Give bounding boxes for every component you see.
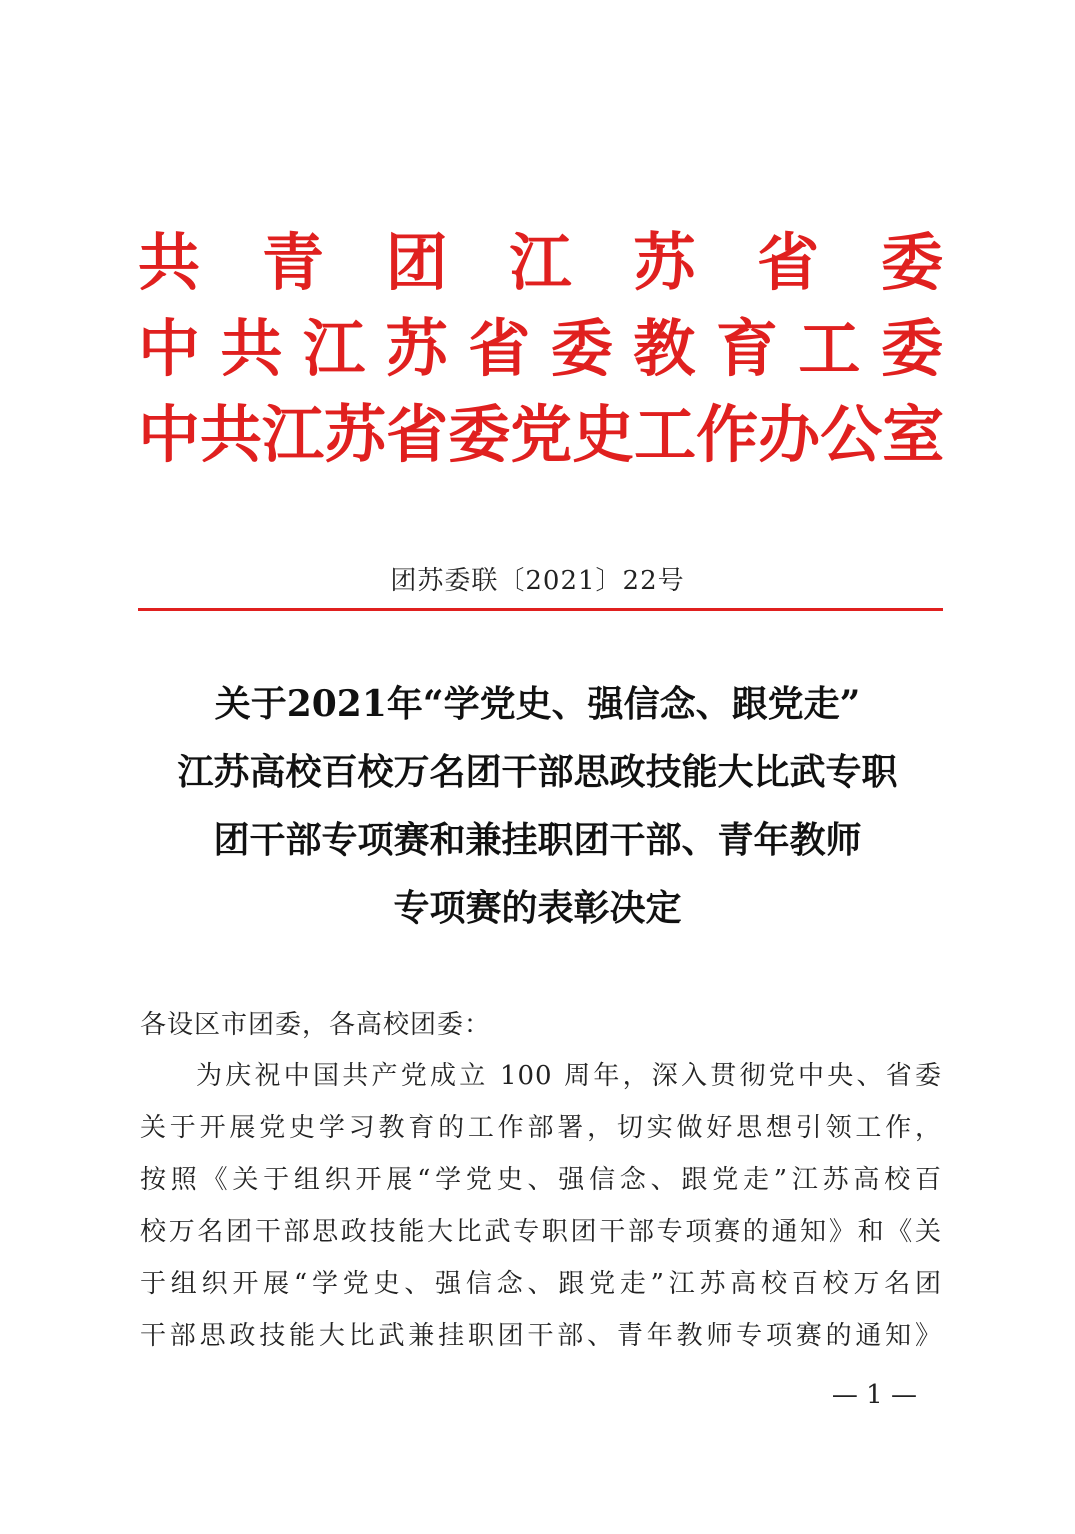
title-line-2: 江苏高校百校万名团干部思政技能大比武专职 [177, 751, 898, 793]
document-number: 团苏委联〔2021〕22号 [390, 566, 685, 596]
salutation: 各设区市团委，各高校团委： [140, 1010, 492, 1040]
org-character: 苏 [633, 226, 696, 299]
org-character: 委 [880, 226, 943, 299]
org-line-3 [138, 392, 943, 478]
org-character: 作 [696, 398, 759, 471]
org-character: 委 [550, 312, 613, 385]
org-character: 省 [757, 226, 820, 299]
paragraph-line: 关于开展党史学习教育的工作部署，切实做好思想引领工作， [140, 1113, 942, 1143]
org-character: 史 [572, 398, 635, 471]
org-character: 省 [386, 398, 449, 471]
org-character: 省 [468, 312, 531, 385]
paragraph-line: 为庆祝中国共产党成立 100 周年，深入贯彻党中央、省委 [196, 1061, 942, 1091]
paragraph-line: 于组织开展“学党史、强信念、跟党走”江苏高校百校万名团 [140, 1269, 942, 1299]
org-line-1 [138, 220, 943, 306]
document-body [140, 1000, 942, 1362]
org-line-2 [138, 306, 943, 392]
red-divider-rule [138, 608, 943, 611]
org-character: 中 [138, 398, 201, 471]
org-character: 江 [509, 226, 572, 299]
page-number: — 1 — [831, 1380, 917, 1410]
org-character: 江 [262, 398, 325, 471]
paragraph-line: 干部思政技能大比武兼挂职团干部、青年教师专项赛的通知》 [140, 1321, 942, 1351]
org-character: 共 [138, 226, 201, 299]
org-character: 委 [448, 398, 511, 471]
title-line-4: 专项赛的表彰决定 [393, 887, 682, 929]
paragraph-line: 校万名团干部思政技能大比武专职团干部专项赛的通知》和《关 [140, 1217, 942, 1247]
org-character: 中 [138, 312, 201, 385]
title-line-1: 关于2021年“学党史、强信念、跟党走” [214, 683, 861, 725]
paragraph-line: 按照《关于组织开展“学党史、强信念、跟党走”江苏高校百 [140, 1165, 942, 1195]
org-character: 苏 [324, 398, 387, 471]
org-character: 教 [633, 312, 696, 385]
document-title [120, 670, 955, 942]
org-character: 公 [820, 398, 883, 471]
org-character: 江 [303, 312, 366, 385]
org-character: 共 [220, 312, 283, 385]
org-character: 青 [261, 226, 324, 299]
org-character: 工 [798, 312, 861, 385]
org-character: 室 [882, 398, 945, 471]
org-character: 委 [880, 312, 943, 385]
org-character: 工 [634, 398, 697, 471]
org-character: 共 [200, 398, 263, 471]
org-character: 苏 [385, 312, 448, 385]
org-character: 党 [510, 398, 573, 471]
issuing-organizations [138, 220, 943, 478]
org-character: 育 [715, 312, 778, 385]
org-character: 办 [758, 398, 821, 471]
org-character: 团 [385, 226, 448, 299]
title-line-3: 团干部专项赛和兼挂职团干部、青年教师 [213, 819, 862, 861]
